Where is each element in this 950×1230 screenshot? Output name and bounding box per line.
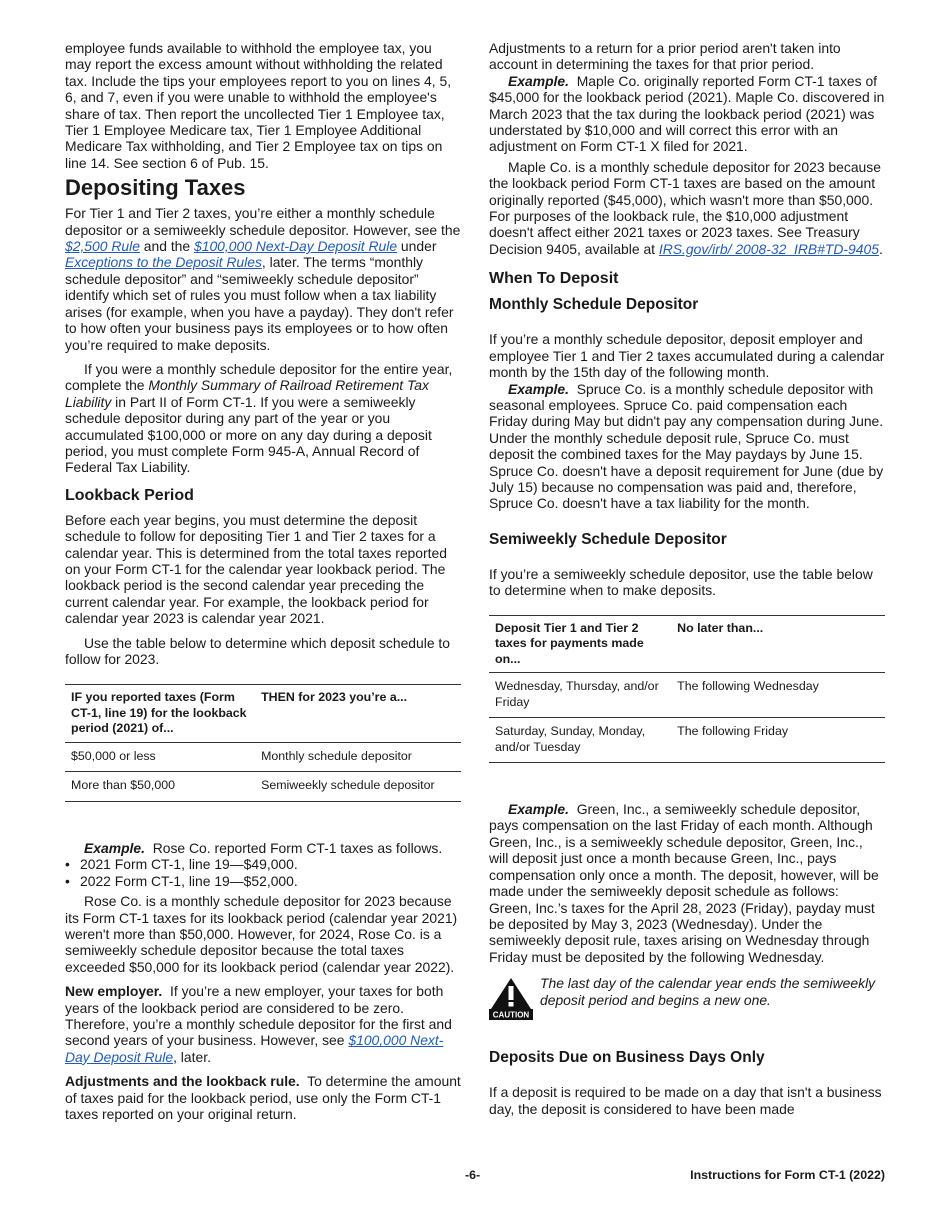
link-exceptions-deposit-rules[interactable]: Exceptions to the Deposit Rules	[65, 254, 262, 271]
page-number: -6-	[465, 1168, 481, 1182]
caution-icon	[489, 976, 533, 1020]
intro-paragraph: employee funds available to withhold the employee tax, you may report the excess amount without withholding the related tax. Include the tips your employees report to you on lines 4, 5, 6, and 7, even if you were unable to withhold the employee's share of tax. Then report the uncollected Tier 1 Employee tax, Tier 1 Employee Medicare tax, Tier 1 Employee Additional Medicare Tax withholding, and Tier 2 Employee tax on tips on line 14. See section 6 of Pub. 15.	[65, 40, 452, 171]
business-days-paragraph: If a deposit is required to be made on a day that isn't a business day, the deposit is considered to have been made	[489, 1084, 882, 1117]
maple-example-paragraph: Example. Maple Co. originally reported Form CT-1 taxes of $45,000 for the lookback period (2021). Maple Co. discovered in March 2023 that the tax during the lookback period (2021) was understated by $10,000 and will correct this error with an adjustment on Form CT-1 X filed for 2021.	[489, 72, 885, 155]
table-cell: $50,000 or less	[65, 742, 255, 772]
link-100000-next-day-rule[interactable]: $100,000 Next-Day Deposit Rule	[194, 238, 398, 255]
monthly-depositor-paragraph: If you’re a monthly schedule depositor, deposit employer and employee Tier 1 and Tier 2 taxes accumulated during a calendar month by the 15th day of the following month.	[489, 331, 885, 381]
heading-monthly-schedule-depositor: Monthly Schedule Depositor	[489, 296, 699, 314]
list-item: • 2021 Form CT-1, line 19—$49,000.	[80, 856, 461, 872]
heading-lookback-period: Lookback Period	[65, 486, 194, 504]
link-100000-next-day-rule-2[interactable]: $100,000 Next-Day Deposit Rule	[65, 1032, 444, 1065]
left-column	[65, 40, 461, 1122]
caution-note	[489, 975, 885, 1020]
heading-deposits-business-days: Deposits Due on Business Days Only	[489, 1049, 765, 1067]
table-row	[489, 718, 885, 763]
rose-example-paragraph: Example. Rose Co. reported Form CT-1 taxes as follows.	[84, 839, 443, 856]
maple-explanation-paragraph: Maple Co. is a monthly schedule depositor for 2023 because the lookback period Form CT-1 taxes are based on the amount originally reported ($45,000), which wasn't more than $50,000. For purposes of the lookback rule, the $10,000 adjustment doesn't affect either 2021 taxes or 2023 taxes. See Treasury Decision 9405, available at IRS.gov/irb/ 2008-32_IRB#TD-9405.	[489, 158, 883, 257]
lookback-table	[65, 684, 461, 802]
table-cell: The following Wednesday	[671, 673, 885, 718]
heading-semiweekly-schedule-depositor: Semiweekly Schedule Depositor	[489, 530, 727, 548]
adjustments-paragraph: Adjustments and the lookback rule. To determine the amount of taxes paid for the lookback period, use only the Form CT-1 taxes reported on your original return.	[65, 1073, 461, 1122]
table-cell: The following Friday	[671, 718, 885, 763]
adjustments-continued-paragraph: Adjustments to a return for a prior period aren't taken into account in determining the taxes for that prior period.	[489, 40, 841, 73]
monthly-summary-paragraph: If you were a monthly schedule depositor for the entire year, complete the Monthly Summary of Railroad Retirement Tax Liability in Part II of Form CT-1. If you were a semiweekly schedule depositor during any part of the year or you accumulated $100,000 or more on any day during a deposit period, you must complete Form 945-A, Annual Record of Federal Tax Liability.	[65, 360, 453, 476]
table-row	[65, 772, 461, 802]
list-item: • 2022 Form CT-1, line 19—$52,000.	[80, 873, 461, 889]
new-employer-paragraph: New employer. If you’re a new employer, your taxes for both years of the lookback period are considered to be zero. Therefore, you’re a monthly schedule depositor for the first and second years of your business. However, see $100,000 Next-Day Deposit Rule, later.	[65, 983, 452, 1065]
table-header-row	[489, 615, 885, 673]
table-row	[489, 673, 885, 718]
green-example-paragraph: Example. Green, Inc., a semiweekly schedule depositor, pays compensation on the last Friday of each month. Although Green, Inc., is a semiweekly schedule depositor, Green, Inc., will deposit just once a month because Green, Inc., pays compensation only once a month. The deposit, however, will be made under the semiweekly deposit schedule as follows: Green, Inc.’s taxes for the April 28, 2023 (Friday), payday must be deposited by May 3, 2023 (Wednesday). Under the semiweekly deposit rule, taxes arising on Wednesday through Friday must be deposited by the following Wednesday.	[489, 801, 879, 965]
spruce-example-paragraph: Example. Spruce Co. is a monthly schedule depositor with seasonal employees. Spruce Co. paid compensation each Friday during May but didn't pay any compensation during June. Under the monthly schedule deposit rule, Spruce Co. must deposit the combined taxes for the May paydays by June 15. Spruce Co. doesn't have a deposit requirement for June (due by July 15) because no compensation was paid and, therefore, Spruce Co. doesn't have a tax liability for the month.	[489, 380, 884, 512]
semiweekly-table	[489, 615, 885, 764]
table-cell: More than $50,000	[65, 772, 255, 802]
table-row	[65, 742, 461, 772]
heading-when-to-deposit: When To Deposit	[489, 270, 619, 288]
table-header-cell: Deposit Tier 1 and Tier 2 taxes for payments made on...	[489, 615, 671, 673]
heading-depositing-taxes: Depositing Taxes	[65, 175, 246, 201]
table-header-cell: No later than...	[671, 615, 885, 673]
link-2500-rule[interactable]: $2,500 Rule	[65, 238, 140, 255]
table-cell: Wednesday, Thursday, and/or Friday	[489, 673, 671, 718]
table-header-cell: THEN for 2023 you’re a...	[255, 685, 461, 743]
semiweekly-depositor-paragraph: If you’re a semiweekly schedule depositor, use the table below to determine when to make deposits.	[489, 565, 873, 599]
rose-explanation-paragraph: Rose Co. is a monthly schedule depositor for 2023 because its Form CT-1 taxes for its lookback period (calendar year 2021) weren't more than $50,000. However, for 2024, Rose Co. is a semiweekly schedule depositor because the total taxes exceeded $50,000 for its lookback period (calendar year 2022).	[65, 893, 458, 975]
document-title-footer: Instructions for Form CT-1 (2022)	[690, 1168, 885, 1182]
table-header-cell: IF you reported taxes (Form CT-1, line 19) for the lookback period (2021) of...	[65, 685, 255, 743]
link-irs-td-9405[interactable]: IRS.gov/irb/ 2008-32_IRB#TD-9405	[658, 240, 879, 257]
depositor-types-paragraph: For Tier 1 and Tier 2 taxes, you’re either a monthly schedule depositor or a semiweekly schedule depositor. However, see the $2,500 Rule and the $100,000 Next-Day Deposit Rule under Exceptions to the Deposit Rules, later. The terms “monthly schedule depositor” and “semiweekly schedule depositor” identify which set of rules you must follow when a tax liability arises (for example, when you have a payday). They don't refer to how often your business pays its employees or to how often you’re required to make deposits.	[65, 205, 461, 353]
table-header-row	[65, 685, 461, 743]
lookback-paragraph: Before each year begins, you must determine the deposit schedule to follow for depositing Tier 1 and Tier 2 taxes for a calendar year. This is determined from the total taxes reported on your Form CT-1 for the calendar year lookback period. The lookback period is the second calendar year preceding the current calendar year. For example, the lookback period for calendar year 2023 is calendar year 2021.	[65, 511, 447, 627]
table-cell: Semiweekly schedule depositor	[255, 772, 461, 802]
caution-text: The last day of the calendar year ends the semiweekly deposit period and begins a new one.	[540, 975, 876, 1008]
use-table-paragraph: Use the table below to determine which deposit schedule to follow for 2023.	[65, 634, 451, 667]
rose-bullet-list	[65, 856, 461, 889]
right-column	[489, 40, 885, 1117]
table-cell: Saturday, Sunday, Monday, and/or Tuesday	[489, 718, 671, 763]
table-cell: Monthly schedule depositor	[255, 742, 461, 772]
caution-label: CAUTION	[492, 1010, 530, 1020]
